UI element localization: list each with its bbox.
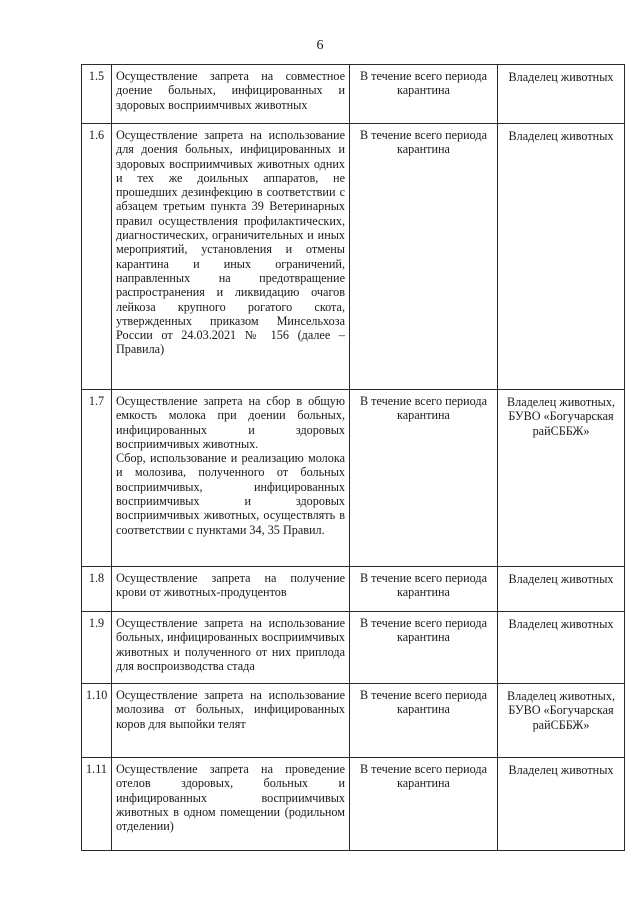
row-description: [112, 567, 350, 612]
row-number: 1.5: [82, 65, 112, 124]
table-row: [82, 567, 625, 612]
row-responsible: [498, 612, 625, 684]
table-row: [82, 758, 625, 851]
row-number: 1.6: [82, 124, 112, 390]
row-responsible: [498, 567, 625, 612]
row-term: В течение всего периода карантина: [350, 567, 498, 612]
row-description: [112, 612, 350, 684]
row-description: [112, 124, 350, 390]
description-paragraph: Осуществление запрета на сбор в общую емкость молока при доении больных, инфицированных и здоровых восприимчивых животных.: [116, 394, 345, 451]
row-term: В течение всего периода карантина: [350, 684, 498, 758]
responsible-text: Владелец животных: [508, 763, 614, 777]
description-paragraph: Осуществление запрета на проведение отелов здоровых, больных и инфицированных восприимчивых животных в одном помещении (родильном отделении): [116, 762, 345, 834]
responsible-text: Владелец животных, БУВО «Богучарская райСББЖ»: [506, 395, 615, 438]
description-paragraph: Осуществление запрета на использование молозива от больных, инфицированных коров для выпойки телят: [116, 688, 345, 731]
description-paragraph: Сбор, использование и реализацию молока и молозива, полученного от больных восприимчивых, инфицированных восприимчивых и здоровых восприимчивых животных, осуществлять в соответствии с пунктами 34, 35 Правил.: [116, 451, 345, 537]
description-paragraph: Осуществление запрета на получение крови от животных-продуцентов: [116, 571, 345, 600]
row-responsible: [498, 390, 625, 567]
row-description: [112, 684, 350, 758]
description-paragraph: Осуществление запрета на использование больных, инфицированных восприимчивых животных и полученного от них приплода для воспроизводства стада: [116, 616, 345, 673]
table-row: [82, 65, 625, 124]
row-term: В течение всего периода карантина: [350, 612, 498, 684]
row-description: [112, 65, 350, 124]
table-row: [82, 124, 625, 390]
row-number: 1.10: [82, 684, 112, 758]
responsible-text: Владелец животных, БУВО «Богучарская райСББЖ»: [506, 689, 615, 732]
responsible-text: Владелец животных: [508, 617, 614, 631]
page-number: 6: [316, 38, 324, 53]
row-description: [112, 758, 350, 851]
table-row: [82, 612, 625, 684]
row-number: 1.11: [82, 758, 112, 851]
responsible-text: Владелец животных: [508, 129, 614, 143]
row-number: 1.9: [82, 612, 112, 684]
row-term: В течение всего периода карантина: [350, 758, 498, 851]
row-number: 1.7: [82, 390, 112, 567]
row-responsible: [498, 758, 625, 851]
description-paragraph: Осуществление запрета на совместное доение больных, инфицированных и здоровых восприимчивых животных: [116, 69, 345, 112]
table-row: [82, 390, 625, 567]
row-description: [112, 390, 350, 567]
row-number: 1.8: [82, 567, 112, 612]
measures-table: [81, 64, 625, 851]
row-term: В течение всего периода карантина: [350, 65, 498, 124]
row-responsible: [498, 65, 625, 124]
row-responsible: [498, 684, 625, 758]
row-responsible: [498, 124, 625, 390]
description-paragraph: Осуществление запрета на использование для доения больных, инфицированных и здоровых восприимчивых животных одних и тех же доильных аппаратов, не прошедших дезинфекцию в соответствии с абзацем третьим пункта 39 Ветеринарных правил осуществления профилактических, диагностических, ограничительных и иных мероприятий, установления и отмены карантина и иных ограничений, направленных на предотвращение распространения и ликвидацию очагов лейкоза крупного рогатого скота, утвержденных приказом Минсельхоза России от 24.03.2021 № 156 (далее – Правила): [116, 128, 345, 357]
responsible-text: Владелец животных: [508, 70, 614, 84]
row-term: В течение всего периода карантина: [350, 390, 498, 567]
responsible-text: Владелец животных: [508, 572, 614, 586]
table-row: [82, 684, 625, 758]
row-term: В течение всего периода карантина: [350, 124, 498, 390]
